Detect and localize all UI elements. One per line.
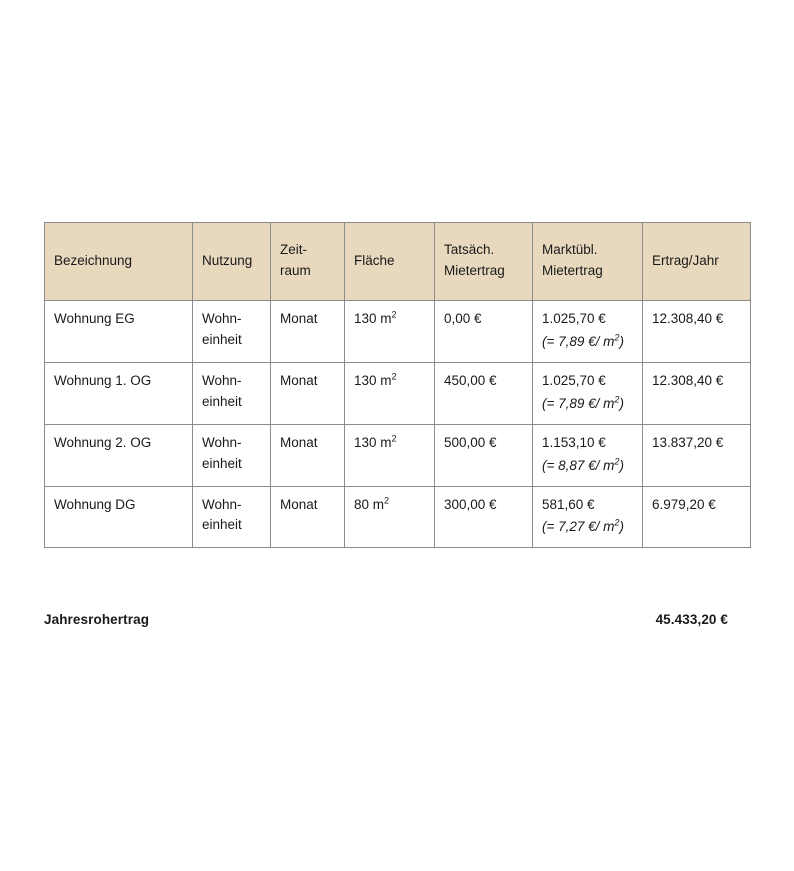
table-row — [45, 362, 751, 424]
cell-nutzung-line2: einheit — [202, 331, 242, 347]
marktueblich-per-sqm — [542, 456, 633, 477]
flaeche-unit: m — [372, 496, 385, 512]
marktueblich-per-sqm — [542, 332, 633, 353]
per-sqm-prefix: (= 8,87 €/ m — [542, 457, 615, 473]
column-header-line2: raum — [280, 263, 311, 278]
cell-nutzung-line2: einheit — [202, 455, 242, 471]
column-header-nutzung — [193, 223, 271, 301]
cell-flaeche — [345, 362, 435, 424]
cell-zeitraum: Monat — [271, 424, 345, 486]
table-row — [45, 424, 751, 486]
per-sqm-prefix: (= 7,89 €/ m — [542, 333, 615, 349]
marktueblich-per-sqm — [542, 394, 633, 415]
per-sqm-exponent: 2 — [614, 332, 620, 343]
per-sqm-exponent: 2 — [614, 394, 620, 405]
cell-flaeche — [345, 301, 435, 363]
column-header-line1: Bezeichnung — [54, 252, 133, 268]
flaeche-unit: m — [380, 311, 392, 326]
flaeche-value: 130 — [354, 311, 377, 326]
cell-bezeichnung: Wohnung 1. OG — [45, 362, 193, 424]
cell-nutzung — [193, 424, 271, 486]
cell-tatsaechlicher-mietertrag: 450,00 € — [435, 362, 533, 424]
rent-roll-table — [44, 222, 751, 548]
cell-ertrag-pro-jahr: 12.308,40 € — [643, 301, 751, 363]
rent-roll-table-container — [44, 222, 750, 548]
per-sqm-suffix: ) — [619, 395, 625, 411]
cell-zeitraum: Monat — [271, 362, 345, 424]
column-header-line1: Tatsäch. — [444, 242, 495, 258]
column-header-line2: Mietertrag — [444, 263, 505, 278]
flaeche-unit: m — [380, 434, 392, 450]
cell-marktueblicher-mietertrag — [533, 301, 643, 363]
cell-tatsaechlicher-mietertrag: 300,00 € — [435, 486, 533, 548]
cell-nutzung — [193, 486, 271, 548]
summary-label: Jahresrohertrag — [44, 612, 150, 627]
flaeche-exponent: 2 — [391, 371, 397, 382]
flaeche-exponent: 2 — [391, 433, 397, 444]
per-sqm-prefix: (= 7,27 €/ m — [542, 519, 615, 535]
column-header-line1: Fläche — [354, 252, 395, 268]
cell-nutzung — [193, 362, 271, 424]
per-sqm-exponent: 2 — [614, 456, 620, 467]
cell-nutzung-line2: einheit — [202, 393, 242, 409]
marktueblich-value: 1.025,70 € — [542, 372, 606, 388]
cell-nutzung-line1: Wohn- — [202, 311, 242, 326]
column-header-zeitraum — [271, 223, 345, 301]
flaeche-value: 80 — [354, 496, 370, 512]
marktueblich-value: 581,60 € — [542, 496, 595, 512]
column-header-tatsaechlicher-mietertrag — [435, 223, 533, 301]
cell-nutzung-line1: Wohn- — [202, 496, 242, 512]
marktueblich-value: 1.153,10 € — [542, 434, 606, 450]
per-sqm-prefix: (= 7,89 €/ m — [542, 395, 615, 411]
column-header-line1: Ertrag/Jahr — [652, 252, 719, 268]
cell-tatsaechlicher-mietertrag: 0,00 € — [435, 301, 533, 363]
column-header-ertrag-pro-jahr — [643, 223, 751, 301]
column-header-line2: Mietertrag — [542, 263, 603, 278]
cell-ertrag-pro-jahr: 12.308,40 € — [643, 362, 751, 424]
cell-ertrag-pro-jahr: 6.979,20 € — [643, 486, 751, 548]
cell-bezeichnung: Wohnung EG — [45, 301, 193, 363]
cell-flaeche — [345, 424, 435, 486]
cell-bezeichnung: Wohnung DG — [45, 486, 193, 548]
cell-ertrag-pro-jahr: 13.837,20 € — [643, 424, 751, 486]
per-sqm-suffix: ) — [619, 333, 625, 349]
column-header-flaeche — [345, 223, 435, 301]
cell-tatsaechlicher-mietertrag: 500,00 € — [435, 424, 533, 486]
cell-nutzung-line1: Wohn- — [202, 434, 242, 450]
flaeche-value: 130 — [354, 434, 377, 450]
summary-row — [44, 612, 750, 627]
cell-bezeichnung: Wohnung 2. OG — [45, 424, 193, 486]
per-sqm-exponent: 2 — [614, 517, 620, 528]
flaeche-unit: m — [380, 372, 392, 388]
cell-zeitraum: Monat — [271, 486, 345, 548]
cell-zeitraum: Monat — [271, 301, 345, 363]
flaeche-exponent: 2 — [391, 309, 397, 320]
summary-value: 45.433,20 € — [655, 612, 728, 627]
table-row — [45, 486, 751, 548]
cell-flaeche — [345, 486, 435, 548]
column-header-marktueblicher-mietertrag — [533, 223, 643, 301]
column-header-line1: Zeit- — [280, 242, 307, 258]
column-header-line1: Nutzung — [202, 252, 253, 268]
marktueblich-per-sqm — [542, 517, 633, 538]
table-header-row — [45, 223, 751, 301]
cell-marktueblicher-mietertrag — [533, 486, 643, 548]
cell-marktueblicher-mietertrag — [533, 362, 643, 424]
cell-nutzung-line1: Wohn- — [202, 372, 242, 388]
per-sqm-suffix: ) — [619, 457, 625, 473]
column-header-line1: Marktübl. — [542, 242, 598, 258]
per-sqm-suffix: ) — [619, 519, 625, 535]
marktueblich-value: 1.025,70 € — [542, 311, 606, 326]
cell-nutzung — [193, 301, 271, 363]
flaeche-exponent: 2 — [384, 495, 390, 506]
table-row — [45, 301, 751, 363]
flaeche-value: 130 — [354, 372, 377, 388]
cell-marktueblicher-mietertrag — [533, 424, 643, 486]
cell-nutzung-line2: einheit — [202, 517, 242, 533]
column-header-bezeichnung — [45, 223, 193, 301]
